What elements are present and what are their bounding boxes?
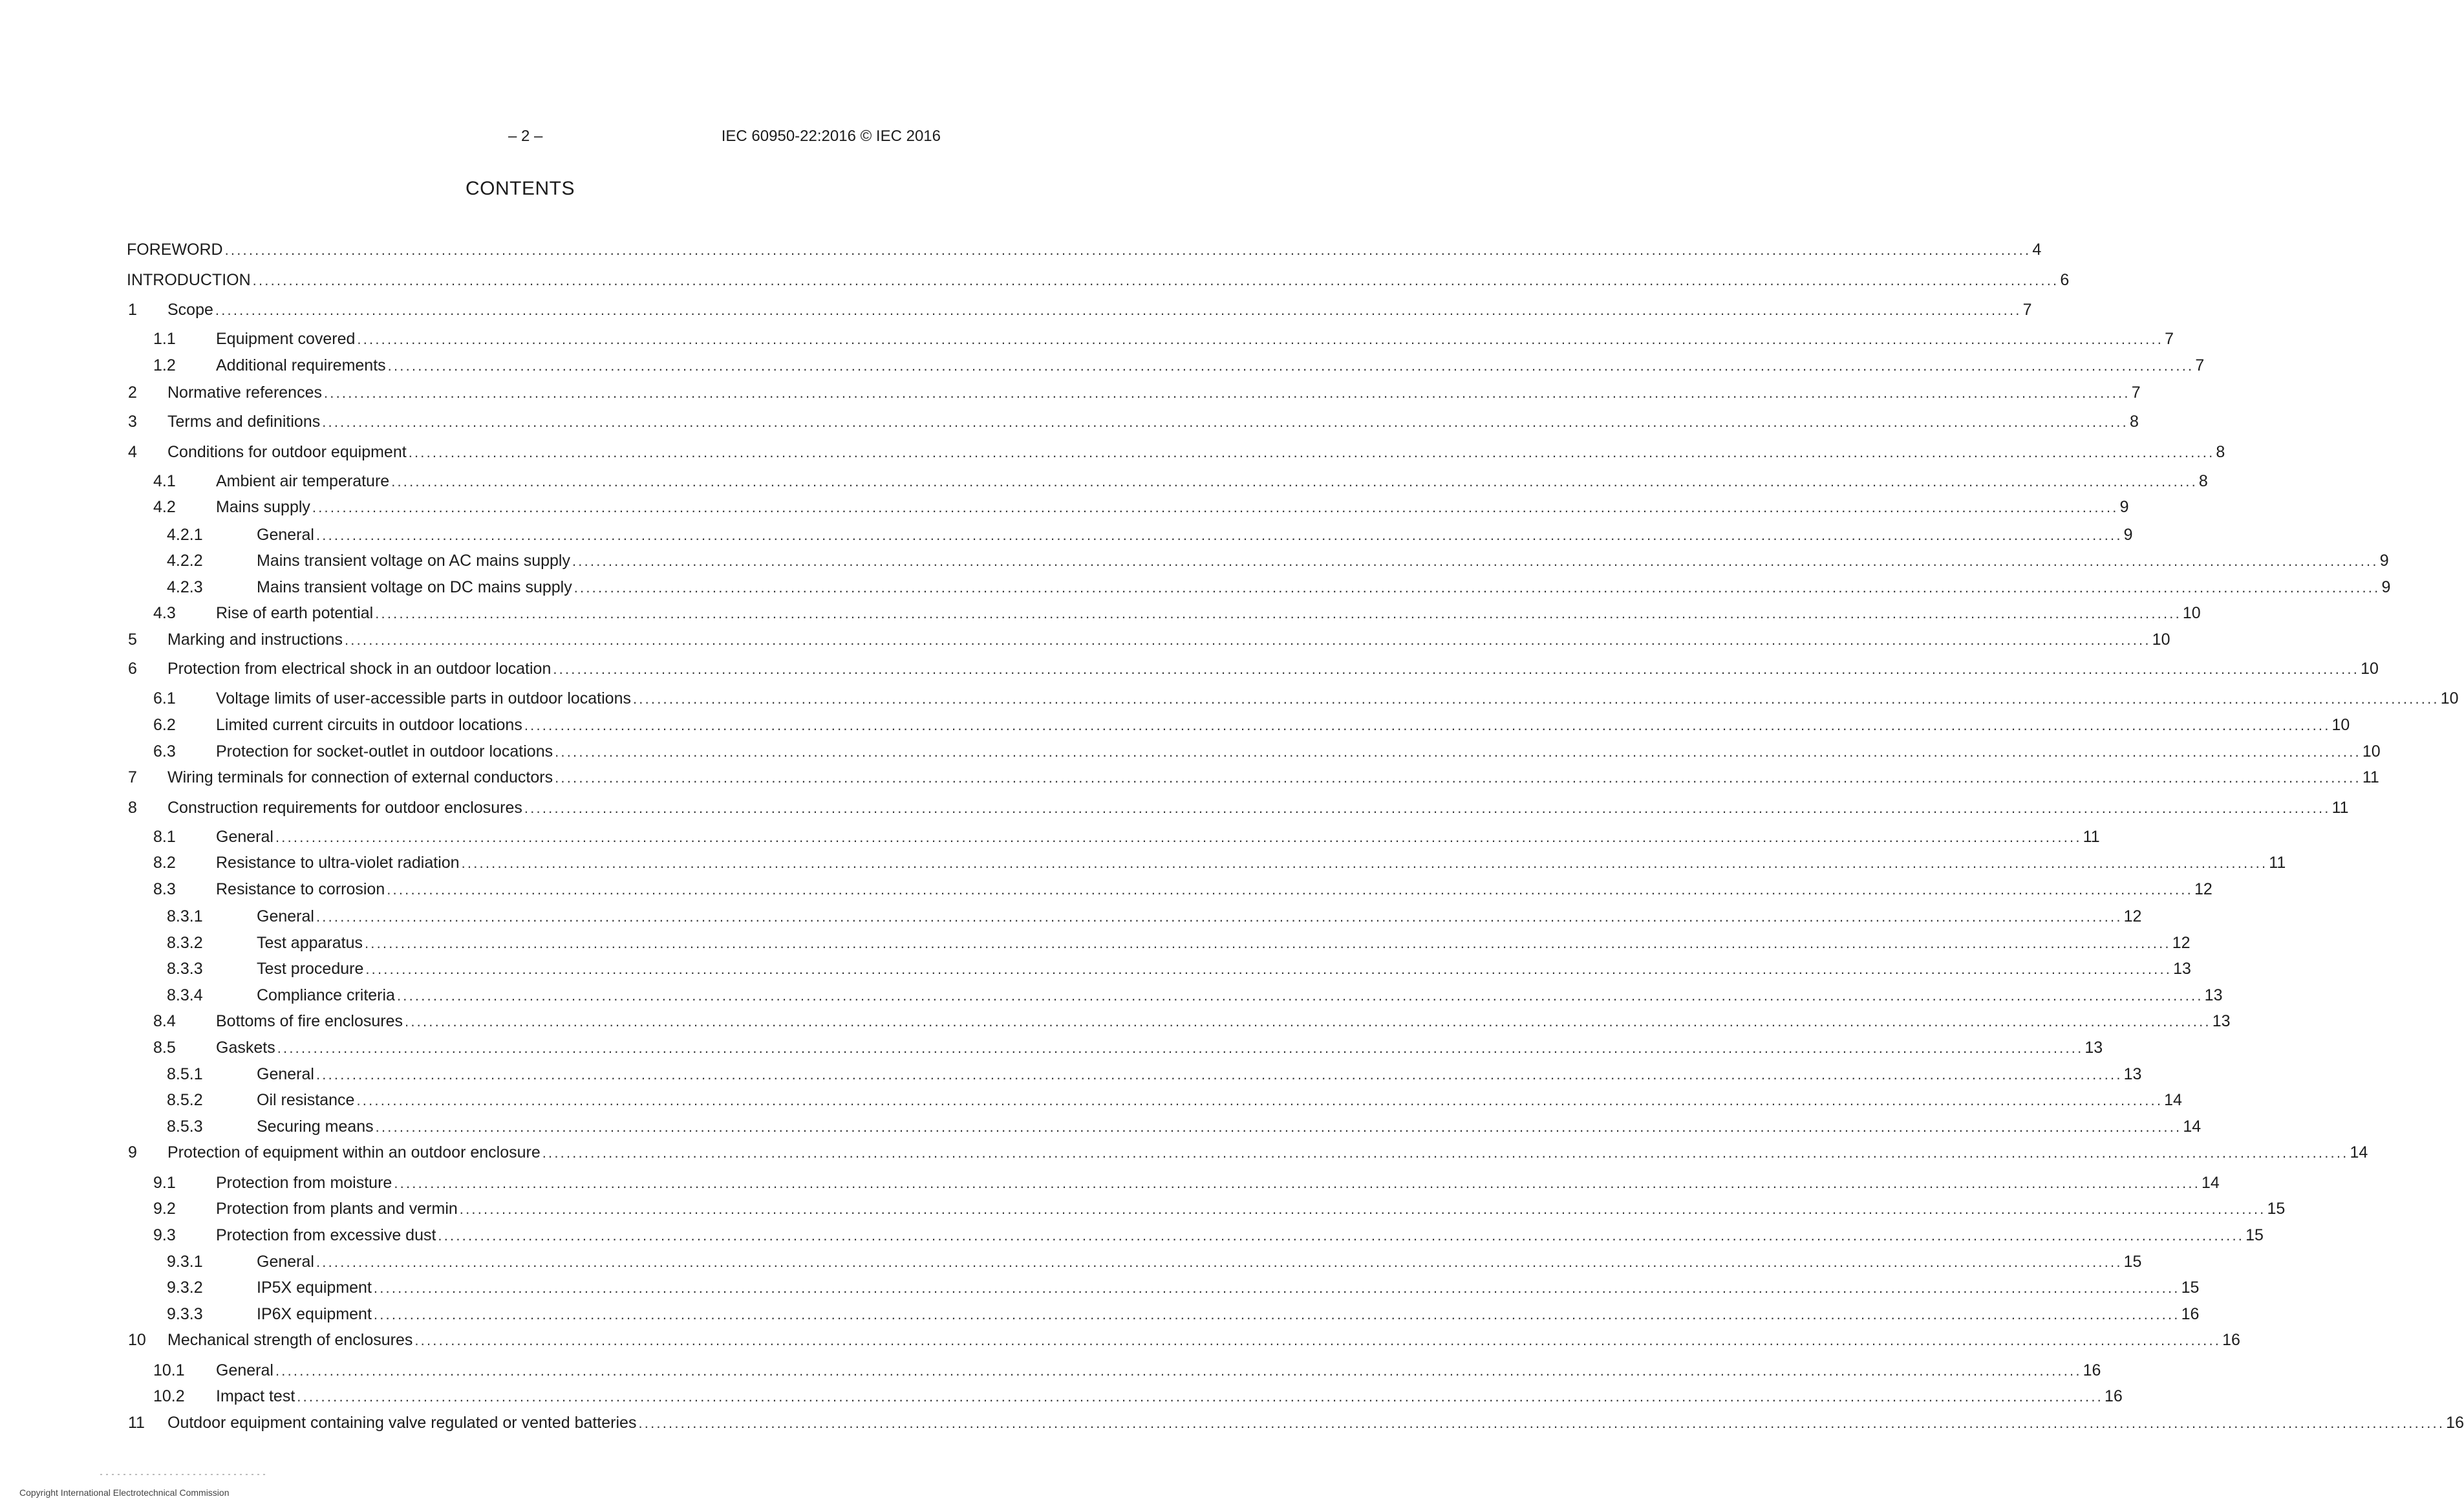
toc-entry-page[interactable]: 7 xyxy=(2195,356,2205,374)
toc-entry-line xyxy=(257,1090,2182,1110)
toc-entry-number: 6.3 xyxy=(153,742,176,761)
dot-leader: ............................................................................................................................................................................................................................................................................................................ xyxy=(275,1363,2082,1379)
toc-entry-number: 8.4 xyxy=(153,1012,176,1030)
toc-entry-title[interactable]: General xyxy=(257,524,316,545)
toc-entry-page[interactable]: 13 xyxy=(2173,960,2191,978)
toc-entry-title[interactable]: Protection from moisture xyxy=(216,1172,394,1193)
dot-leader: ............................................................................................................................................................................................................................................................................................................ xyxy=(638,1415,2445,1431)
toc-entry-line xyxy=(216,1172,2220,1193)
toc-entry[interactable] xyxy=(0,497,2129,517)
dot-leader: ............................................................................................................................................................................................................................................................................................................ xyxy=(316,909,2123,925)
toc-entry-page[interactable]: 4 xyxy=(2032,241,2042,259)
toc-entry-line xyxy=(216,497,2129,517)
toc-entry-title[interactable]: Resistance to ultra-violet radiation xyxy=(216,852,462,873)
toc-entry-page[interactable]: 7 xyxy=(2165,330,2174,348)
toc-entry[interactable] xyxy=(0,658,2379,679)
toc-entry-page[interactable]: 15 xyxy=(2267,1200,2286,1218)
toc-entry-line xyxy=(216,826,2100,847)
toc-entry-line xyxy=(167,658,2379,679)
dot-leader: ............................................................................................................................................................................................................................................................................................................ xyxy=(387,881,2193,898)
dot-leader: ............................................................................................................................................................................................................................................................................................................ xyxy=(405,1013,2211,1030)
toc-entry-page[interactable]: 10 xyxy=(2440,689,2459,707)
toc-entry-line xyxy=(167,1412,2464,1433)
toc-entry-page[interactable]: 13 xyxy=(2084,1039,2103,1057)
toc-entry[interactable] xyxy=(0,550,2389,571)
toc-entry-title[interactable]: Gaskets xyxy=(216,1037,277,1058)
toc-entry-page[interactable]: 10 xyxy=(2152,631,2170,649)
toc-entry-page[interactable]: 7 xyxy=(2022,301,2032,319)
toc-entry-line xyxy=(216,688,2459,709)
toc-entry-number: 6.1 xyxy=(153,689,176,707)
toc-entry[interactable] xyxy=(0,329,2174,349)
toc-entry-title[interactable]: General xyxy=(216,1360,275,1381)
toc-entry-line xyxy=(257,985,2223,1006)
toc-entry-page[interactable]: 11 xyxy=(2362,768,2379,786)
toc-entry-line xyxy=(127,270,2070,290)
toc-entry-page[interactable]: 13 xyxy=(2212,1012,2231,1030)
toc-entry-number: 10 xyxy=(128,1331,146,1349)
toc-entry-number: 9.3 xyxy=(153,1226,176,1244)
toc-entry-title[interactable]: Resistance to corrosion xyxy=(216,879,387,900)
toc-entry-page[interactable]: 14 xyxy=(2164,1091,2182,1109)
toc-entry-page[interactable]: 16 xyxy=(2446,1414,2464,1432)
toc-entry[interactable] xyxy=(0,767,2379,788)
dot-leader: ............................................................................................................................................................................................................................................................................................................ xyxy=(322,414,2128,430)
toc-entry-line xyxy=(257,524,2133,545)
toc-entry[interactable] xyxy=(0,1090,2182,1110)
toc-entry-title[interactable]: Mechanical strength of enclosures xyxy=(167,1330,414,1350)
toc-entry-page[interactable]: 16 xyxy=(2222,1331,2240,1349)
dot-leader: ............................................................................................................................................................................................................................................................................................................ xyxy=(252,272,2059,288)
toc-entry-title[interactable]: General xyxy=(257,1064,316,1085)
toc-entry-number: 1 xyxy=(128,301,137,319)
document-reference: IEC 60950-22:2016 © IEC 2016 xyxy=(721,127,941,145)
toc-entry-number: 8 xyxy=(128,799,137,817)
dot-leader: ............................................................................................................................................................................................................................................................................................................ xyxy=(553,661,2360,677)
toc-entry-number: 8.1 xyxy=(153,828,176,846)
toc-entry-title[interactable]: Test apparatus xyxy=(257,933,365,953)
dot-leader: ............................................................................................................................................................................................................................................................................................................ xyxy=(316,1254,2123,1270)
toc-entry-line xyxy=(167,767,2379,788)
toc-entry-title[interactable]: Scope xyxy=(167,299,215,320)
toc-entry-page[interactable]: 10 xyxy=(2361,660,2379,678)
toc-entry-page[interactable]: 11 xyxy=(2269,854,2286,872)
toc-entry-line xyxy=(216,329,2174,349)
toc-entry-title[interactable]: Oil resistance xyxy=(257,1090,356,1110)
toc-entry-page[interactable]: 8 xyxy=(2216,443,2225,461)
toc-entry[interactable] xyxy=(0,299,2032,320)
dot-leader: ............................................................................................................................................................................................................................................................................................................ xyxy=(524,800,2331,816)
toc-entry-title[interactable]: General xyxy=(257,1251,316,1272)
toc-entry-page[interactable]: 15 xyxy=(2245,1226,2264,1244)
toc-entry[interactable] xyxy=(0,958,2191,979)
dot-leader: ............................................................................................................................................................................................................................................................................................................ xyxy=(414,1332,2222,1348)
toc-entry-number: 8.3.1 xyxy=(167,907,203,925)
dot-leader: ............................................................................................................................................................................................................................................................................................................ xyxy=(387,358,2194,374)
toc-entry-title[interactable]: Conditions for outdoor equipment xyxy=(167,442,409,462)
toc-entry-title[interactable]: FOREWORD xyxy=(127,239,225,260)
toc-entry-title[interactable]: Limited current circuits in outdoor locations xyxy=(216,715,524,735)
toc-entry-title[interactable]: Test procedure xyxy=(257,958,365,979)
dot-leader: ............................................................................................................................................................................................................................................................................................................ xyxy=(373,1280,2180,1296)
toc-entry-line xyxy=(167,1330,2240,1350)
copyright-footer: Copyright International Electrotechnical Commission xyxy=(19,1487,230,1498)
toc-entry[interactable] xyxy=(0,1064,2142,1085)
toc-entry-number: 9.3.3 xyxy=(167,1305,203,1323)
toc-entry-page[interactable]: 9 xyxy=(2123,526,2133,544)
toc-entry[interactable] xyxy=(0,1304,2200,1324)
toc-entry-page[interactable]: 10 xyxy=(2362,742,2381,761)
toc-entry-number: 8.3.2 xyxy=(167,934,203,952)
toc-entry-number: 10.2 xyxy=(153,1387,185,1405)
toc-entry[interactable] xyxy=(0,1172,2220,1193)
dot-leader: ............................................................................................................................................................................................................................................................................................................ xyxy=(461,855,2268,871)
dot-leader: ............................................................................................................................................................................................................................................................................................................ xyxy=(555,770,2361,786)
toc-entry-page[interactable]: 13 xyxy=(2123,1065,2142,1083)
toc-entry-page[interactable]: 14 xyxy=(2350,1143,2368,1161)
toc-entry-number: 4.2.1 xyxy=(167,526,203,544)
toc-entry-line xyxy=(216,355,2205,376)
toc-entry-page[interactable]: 9 xyxy=(2119,498,2129,516)
toc-entry-line xyxy=(167,411,2139,432)
toc-entry-line xyxy=(216,879,2212,900)
toc-entry-title[interactable]: Mains supply xyxy=(216,497,312,517)
dot-leader: ............................................................................................................................................................................................................................................................................................................ xyxy=(633,691,2439,707)
toc-entry-title[interactable]: Bottoms of fire enclosures xyxy=(216,1011,405,1031)
dot-leader: ............................................................................................................................................................................................................................................................................................................ xyxy=(215,302,2022,318)
toc-entry-line xyxy=(216,471,2208,491)
toc-entry-line xyxy=(216,741,2381,762)
dot-leader: ............................................................................................................................................................................................................................................................................................................ xyxy=(396,988,2203,1004)
toc-entry-line xyxy=(257,1064,2142,1085)
toc-entry[interactable] xyxy=(0,382,2141,403)
toc-entry-title[interactable]: Voltage limits of user-accessible parts in outdoor locations xyxy=(216,688,633,709)
toc-entry-title[interactable]: General xyxy=(216,826,275,847)
toc-entry-line xyxy=(216,852,2286,873)
toc-entry[interactable] xyxy=(0,1198,2286,1219)
toc-entry[interactable] xyxy=(0,985,2223,1006)
toc-entry-title[interactable]: Normative references xyxy=(167,382,324,403)
toc-entry-page[interactable]: 9 xyxy=(2381,578,2391,596)
toc-entry-number: 4 xyxy=(128,443,137,461)
dot-leader: ............................................................................................................................................................................................................................................................................................................ xyxy=(542,1145,2349,1161)
page-title: CONTENTS xyxy=(466,178,575,199)
toc-entry[interactable] xyxy=(0,1225,2264,1246)
toc-entry-line xyxy=(167,629,2170,650)
toc-entry-number: 8.5.3 xyxy=(167,1118,203,1136)
toc-entry[interactable] xyxy=(0,1277,2200,1298)
toc-entry-title[interactable]: Protection from excessive dust xyxy=(216,1225,438,1246)
dot-leader: ............................................................................................................................................................................................................................................................................................................ xyxy=(391,473,2198,490)
toc-entry-title[interactable]: IP6X equipment xyxy=(257,1304,374,1324)
toc-entry-number: 8.5 xyxy=(153,1039,176,1057)
toc-entry-title[interactable]: Protection for socket-outlet in outdoor locations xyxy=(216,741,555,762)
dot-leader: ............................................................................................................................................................................................................................................................................................................ xyxy=(316,527,2123,543)
toc-entry-number: 8.3 xyxy=(153,880,176,898)
page-number-header: – 2 – xyxy=(508,127,543,145)
toc-entry-number: 4.2.2 xyxy=(167,552,203,570)
toc-entry[interactable] xyxy=(0,1386,2123,1407)
toc-entry-title[interactable]: Additional requirements xyxy=(216,355,388,376)
toc-entry[interactable] xyxy=(0,879,2212,900)
toc-entry-line xyxy=(216,1360,2101,1381)
toc-entry-line xyxy=(257,958,2191,979)
toc-entry-line xyxy=(216,1225,2264,1246)
dot-leader: ............................................................................................................................................................................................................................................................................................................ xyxy=(357,331,2164,347)
toc-entry[interactable] xyxy=(0,1412,2464,1433)
toc-entry-line xyxy=(257,577,2391,598)
dot-leader: ............................................................................................................................................................................................................................................................................................................ xyxy=(224,242,2031,258)
toc-entry[interactable] xyxy=(0,741,2381,762)
toc-entry-title[interactable]: Protection of equipment within an outdoor enclosure xyxy=(167,1142,542,1163)
toc-entry-number: 3 xyxy=(128,413,137,431)
toc-entry-page[interactable]: 14 xyxy=(2183,1118,2202,1136)
toc-entry[interactable] xyxy=(0,411,2139,432)
toc-entry[interactable] xyxy=(0,355,2205,376)
toc-entry-number: 1.2 xyxy=(153,356,176,374)
dot-leader: ............................................................................................................................................................................................................................................................................................................ xyxy=(356,1092,2163,1108)
toc-entry-number: 8.5.1 xyxy=(167,1065,203,1083)
toc-entry-title[interactable]: Outdoor equipment containing valve regulated or vented batteries xyxy=(167,1412,638,1433)
toc-entry-page[interactable]: 8 xyxy=(2129,413,2139,431)
dot-leader: ............................................................................................................................................................................................................................................................................................................ xyxy=(275,829,2082,845)
toc-entry-line xyxy=(167,299,2032,320)
toc-entry[interactable] xyxy=(0,270,2070,290)
toc-entry-title[interactable]: Equipment covered xyxy=(216,329,357,349)
dot-leader: ............................................................................................................................................................................................................................................................................................................ xyxy=(555,744,2361,760)
toc-entry-title[interactable]: Ambient air temperature xyxy=(216,471,391,491)
toc-entry-title[interactable]: Construction requirements for outdoor enclosures xyxy=(167,797,524,818)
toc-entry-line xyxy=(257,1277,2200,1298)
toc-entry-line xyxy=(216,1198,2286,1219)
toc-entry-line xyxy=(257,933,2191,953)
toc-entry-page[interactable]: 8 xyxy=(2198,472,2208,490)
toc-entry[interactable] xyxy=(0,1142,2368,1163)
toc-entry-number: 2 xyxy=(128,383,137,402)
toc-entry-line xyxy=(216,603,2201,623)
toc-entry-title[interactable]: Protection from electrical shock in an outdoor location xyxy=(167,658,553,679)
toc-entry-line xyxy=(257,1304,2200,1324)
toc-entry-title[interactable]: Mains transient voltage on DC mains supply xyxy=(257,577,574,598)
toc-entry-title[interactable]: IP5X equipment xyxy=(257,1277,374,1298)
toc-entry-line xyxy=(167,1142,2368,1163)
toc-entry[interactable] xyxy=(0,239,2042,260)
toc-entry-title[interactable]: Rise of earth potential xyxy=(216,603,375,623)
toc-entry-page[interactable]: 10 xyxy=(2182,604,2201,622)
toc-entry-number: 6.2 xyxy=(153,716,176,734)
toc-entry-title[interactable]: Mains transient voltage on AC mains supply xyxy=(257,550,572,571)
toc-entry[interactable] xyxy=(0,629,2170,650)
toc-entry-title[interactable]: Protection from plants and vermin xyxy=(216,1198,460,1219)
dot-leader: ............................................................................................................................................................................................................................................................................................................ xyxy=(375,1119,2182,1135)
toc-entry[interactable] xyxy=(0,1251,2142,1272)
toc-entry-line xyxy=(167,442,2225,462)
toc-entry[interactable] xyxy=(0,1011,2231,1031)
dot-leader: ............................................................................................................................................................................................................................................................................................................ xyxy=(344,632,2151,648)
toc-entry-title[interactable]: Compliance criteria xyxy=(257,985,397,1006)
toc-entry-page[interactable]: 15 xyxy=(2181,1279,2200,1297)
toc-entry-line xyxy=(257,1251,2142,1272)
toc-entry-line xyxy=(257,1116,2202,1137)
toc-entry-page[interactable]: 12 xyxy=(2123,907,2142,925)
toc-entry-number: 9.3.1 xyxy=(167,1253,203,1271)
toc-entry[interactable] xyxy=(0,1037,2103,1058)
dot-leader: ............................................................................................................................................................................................................................................................................................................ xyxy=(572,553,2379,569)
toc-entry-page[interactable]: 15 xyxy=(2123,1253,2142,1271)
toc-entry-line xyxy=(216,1011,2231,1031)
toc-entry-line xyxy=(216,715,2350,735)
toc-entry[interactable] xyxy=(0,471,2208,491)
toc-entry-title[interactable]: Terms and definitions xyxy=(167,411,322,432)
toc-entry[interactable] xyxy=(0,715,2350,735)
dot-leader: ............................................................................................................................................................................................................................................................................................................ xyxy=(312,499,2119,515)
toc-entry-number: 6 xyxy=(128,660,137,678)
toc-entry-title[interactable]: General xyxy=(257,906,316,927)
toc-entry[interactable] xyxy=(0,1360,2101,1381)
toc-entry-number: 1.1 xyxy=(153,330,176,348)
toc-entry-title[interactable]: Marking and instructions xyxy=(167,629,345,650)
toc-entry-page[interactable]: 12 xyxy=(2194,880,2212,898)
toc-entry-number: 5 xyxy=(128,631,137,649)
toc-entry-page[interactable]: 16 xyxy=(2083,1361,2101,1379)
toc-entry-page[interactable]: 6 xyxy=(2060,271,2070,289)
toc-entry-number: 11 xyxy=(128,1414,145,1432)
toc-entry-page[interactable]: 12 xyxy=(2172,934,2191,952)
dot-leader: ............................................................................................................................................................................................................................................................................................................ xyxy=(408,444,2215,460)
toc-entry-page[interactable]: 13 xyxy=(2204,986,2223,1004)
toc-entry-number: 8.5.2 xyxy=(167,1091,203,1109)
toc-entry-page[interactable]: 16 xyxy=(2181,1305,2200,1323)
toc-entry[interactable] xyxy=(0,852,2286,873)
toc-entry-line xyxy=(167,382,2141,403)
dot-leader: ............................................................................................................................................................................................................................................................................................................ xyxy=(277,1040,2084,1056)
dot-leader: ............................................................................................................................................................................................................................................................................................................ xyxy=(297,1388,2103,1405)
toc-entry-number: 9 xyxy=(128,1143,137,1161)
toc-entry-number: 4.2.3 xyxy=(167,578,203,596)
toc-entry[interactable] xyxy=(0,826,2100,847)
toc-entry-page[interactable]: 16 xyxy=(2104,1387,2123,1405)
dot-leader: ............................................................................................................................................................................................................................................................................................................ xyxy=(459,1201,2266,1217)
toc-entry[interactable] xyxy=(0,603,2201,623)
dot-leader: ............................................................................................................................................................................................................................................................................................................ xyxy=(365,961,2172,977)
dot-leader: ............................................................................................................................................................................................................................................................................................................ xyxy=(373,1306,2180,1323)
footer-divider xyxy=(100,1474,265,1475)
toc-entry-line xyxy=(167,797,2349,818)
toc-entry-line xyxy=(257,550,2389,571)
toc-entry-number: 10.1 xyxy=(153,1361,185,1379)
toc-entry-page[interactable]: 10 xyxy=(2331,716,2350,734)
toc-entry[interactable] xyxy=(0,524,2133,545)
toc-entry-number: 9.1 xyxy=(153,1174,176,1192)
toc-entry-page[interactable]: 11 xyxy=(2083,828,2100,846)
toc-entry-title[interactable]: Impact test xyxy=(216,1386,297,1407)
toc-entry-title[interactable]: Securing means xyxy=(257,1116,376,1137)
dot-leader: ............................................................................................................................................................................................................................................................................................................ xyxy=(524,717,2331,733)
dot-leader: ............................................................................................................................................................................................................................................................................................................ xyxy=(394,1175,2201,1191)
toc-entry-number: 9.3.2 xyxy=(167,1279,203,1297)
toc-entry-line xyxy=(127,239,2042,260)
toc-entry[interactable] xyxy=(0,1116,2202,1137)
toc-entry-line xyxy=(216,1037,2103,1058)
toc-entry-page[interactable]: 14 xyxy=(2202,1174,2220,1192)
toc-entry[interactable] xyxy=(0,933,2191,953)
toc-entry[interactable] xyxy=(0,688,2459,709)
toc-entry-number: 4.3 xyxy=(153,604,176,622)
dot-leader: ............................................................................................................................................................................................................................................................................................................ xyxy=(316,1066,2123,1083)
toc-entry[interactable] xyxy=(0,577,2391,598)
toc-entry[interactable] xyxy=(0,906,2142,927)
dot-leader: ............................................................................................................................................................................................................................................................................................................ xyxy=(573,579,2381,596)
dot-leader: ............................................................................................................................................................................................................................................................................................................ xyxy=(438,1227,2245,1244)
toc-entry-number: 4.2 xyxy=(153,498,176,516)
toc-entry[interactable] xyxy=(0,1330,2240,1350)
dot-leader: ............................................................................................................................................................................................................................................................................................................ xyxy=(375,605,2181,621)
toc-entry-number: 8.3.4 xyxy=(167,986,203,1004)
toc-entry-number: 4.1 xyxy=(153,472,176,490)
toc-entry-number: 7 xyxy=(128,768,137,786)
toc-entry-number: 8.2 xyxy=(153,854,176,872)
toc-entry-page[interactable]: 7 xyxy=(2131,383,2141,402)
toc-entry-title[interactable]: Wiring terminals for connection of external conductors xyxy=(167,767,555,788)
toc-entry[interactable] xyxy=(0,442,2225,462)
dot-leader: ............................................................................................................................................................................................................................................................................................................ xyxy=(365,935,2171,951)
toc-entry-line xyxy=(257,906,2142,927)
toc-entry-line xyxy=(216,1386,2123,1407)
toc-entry-page[interactable]: 9 xyxy=(2379,552,2389,570)
dot-leader: ............................................................................................................................................................................................................................................................................................................ xyxy=(323,385,2130,401)
toc-entry-title[interactable]: INTRODUCTION xyxy=(127,270,253,290)
toc-entry-number: 8.3.3 xyxy=(167,960,203,978)
toc-entry[interactable] xyxy=(0,797,2349,818)
toc-entry-number: 9.2 xyxy=(153,1200,176,1218)
toc-entry-page[interactable]: 11 xyxy=(2331,799,2349,817)
